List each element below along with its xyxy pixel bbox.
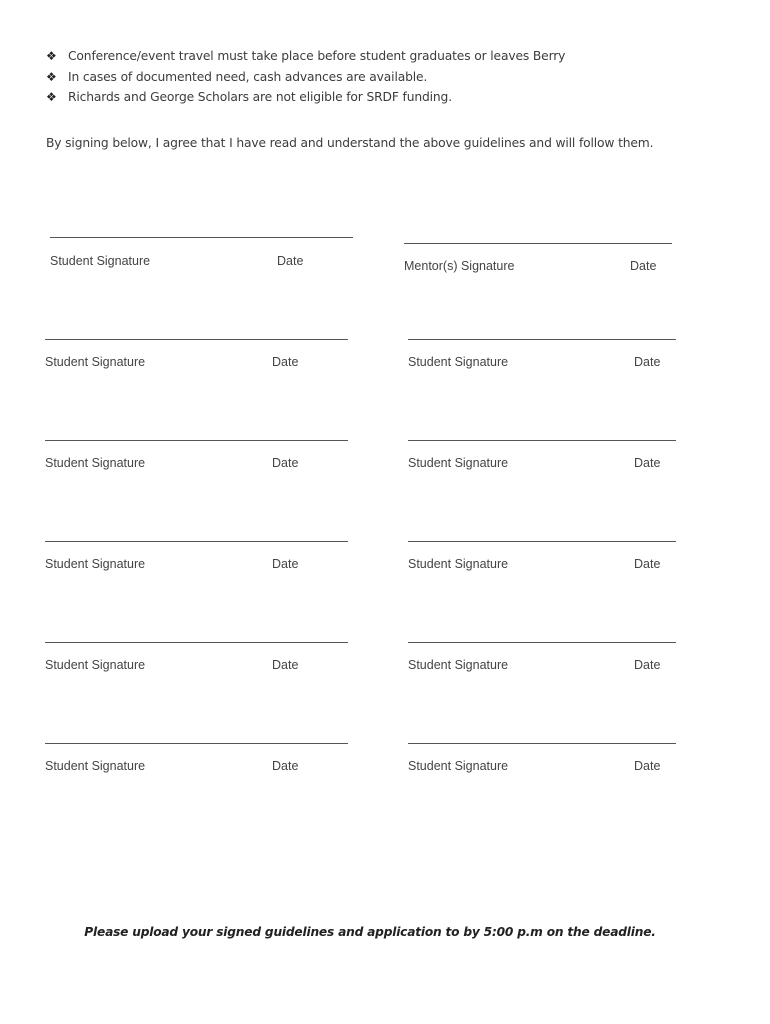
date-label: Date <box>272 355 299 369</box>
signature-line[interactable] <box>408 440 676 441</box>
date-label: Date <box>634 658 661 672</box>
signature-label: Student Signature <box>45 557 146 571</box>
agreement-statement: By signing below, I agree that I have read and understand the above guidelines and will follow them. <box>46 136 654 150</box>
guideline-item <box>46 87 746 108</box>
signature-label: Student Signature <box>408 557 509 571</box>
signature-line[interactable] <box>408 642 676 643</box>
signature-label: Student Signature <box>45 456 146 470</box>
diamond-bullet-icon: ❖ <box>46 69 57 84</box>
guideline-text: Richards and George Scholars are not eligible for SRDF funding. <box>68 90 452 105</box>
guideline-item <box>46 46 746 67</box>
guideline-item <box>46 67 746 88</box>
signature-line[interactable] <box>404 243 672 244</box>
signature-label: Student Signature <box>408 759 509 773</box>
signature-line[interactable] <box>45 339 348 340</box>
signature-label: Student Signature <box>408 658 509 672</box>
signature-label: Student Signature <box>45 759 146 773</box>
date-label: Date <box>634 557 661 571</box>
date-label: Date <box>630 259 657 273</box>
date-label: Date <box>634 456 661 470</box>
date-label: Date <box>634 355 661 369</box>
signature-label: Student Signature <box>50 254 151 268</box>
signature-line[interactable] <box>408 339 676 340</box>
upload-instruction: Please upload your signed guidelines and application to by 5:00 p.m on the deadline. <box>84 925 656 939</box>
guideline-text: In cases of documented need, cash advances are available. <box>68 69 428 84</box>
date-label: Date <box>634 759 661 773</box>
date-label: Date <box>277 254 304 268</box>
guideline-text: Conference/event travel must take place before student graduates or leaves Berry <box>68 49 566 64</box>
signature-label: Student Signature <box>408 456 509 470</box>
guidelines-list <box>46 46 746 108</box>
date-label: Date <box>272 557 299 571</box>
signature-line[interactable] <box>45 440 348 441</box>
signature-line[interactable] <box>408 743 676 744</box>
signature-line[interactable] <box>50 237 353 238</box>
signature-line[interactable] <box>45 642 348 643</box>
signature-label: Student Signature <box>408 355 509 369</box>
date-label: Date <box>272 658 299 672</box>
diamond-bullet-icon: ❖ <box>46 90 57 105</box>
signature-label: Student Signature <box>45 355 146 369</box>
signature-label: Student Signature <box>45 658 146 672</box>
signature-line[interactable] <box>408 541 676 542</box>
date-label: Date <box>272 456 299 470</box>
diamond-bullet-icon: ❖ <box>46 49 57 64</box>
signature-label: Mentor(s) Signature <box>404 259 515 273</box>
signature-line[interactable] <box>45 743 348 744</box>
signature-line[interactable] <box>45 541 348 542</box>
date-label: Date <box>272 759 299 773</box>
